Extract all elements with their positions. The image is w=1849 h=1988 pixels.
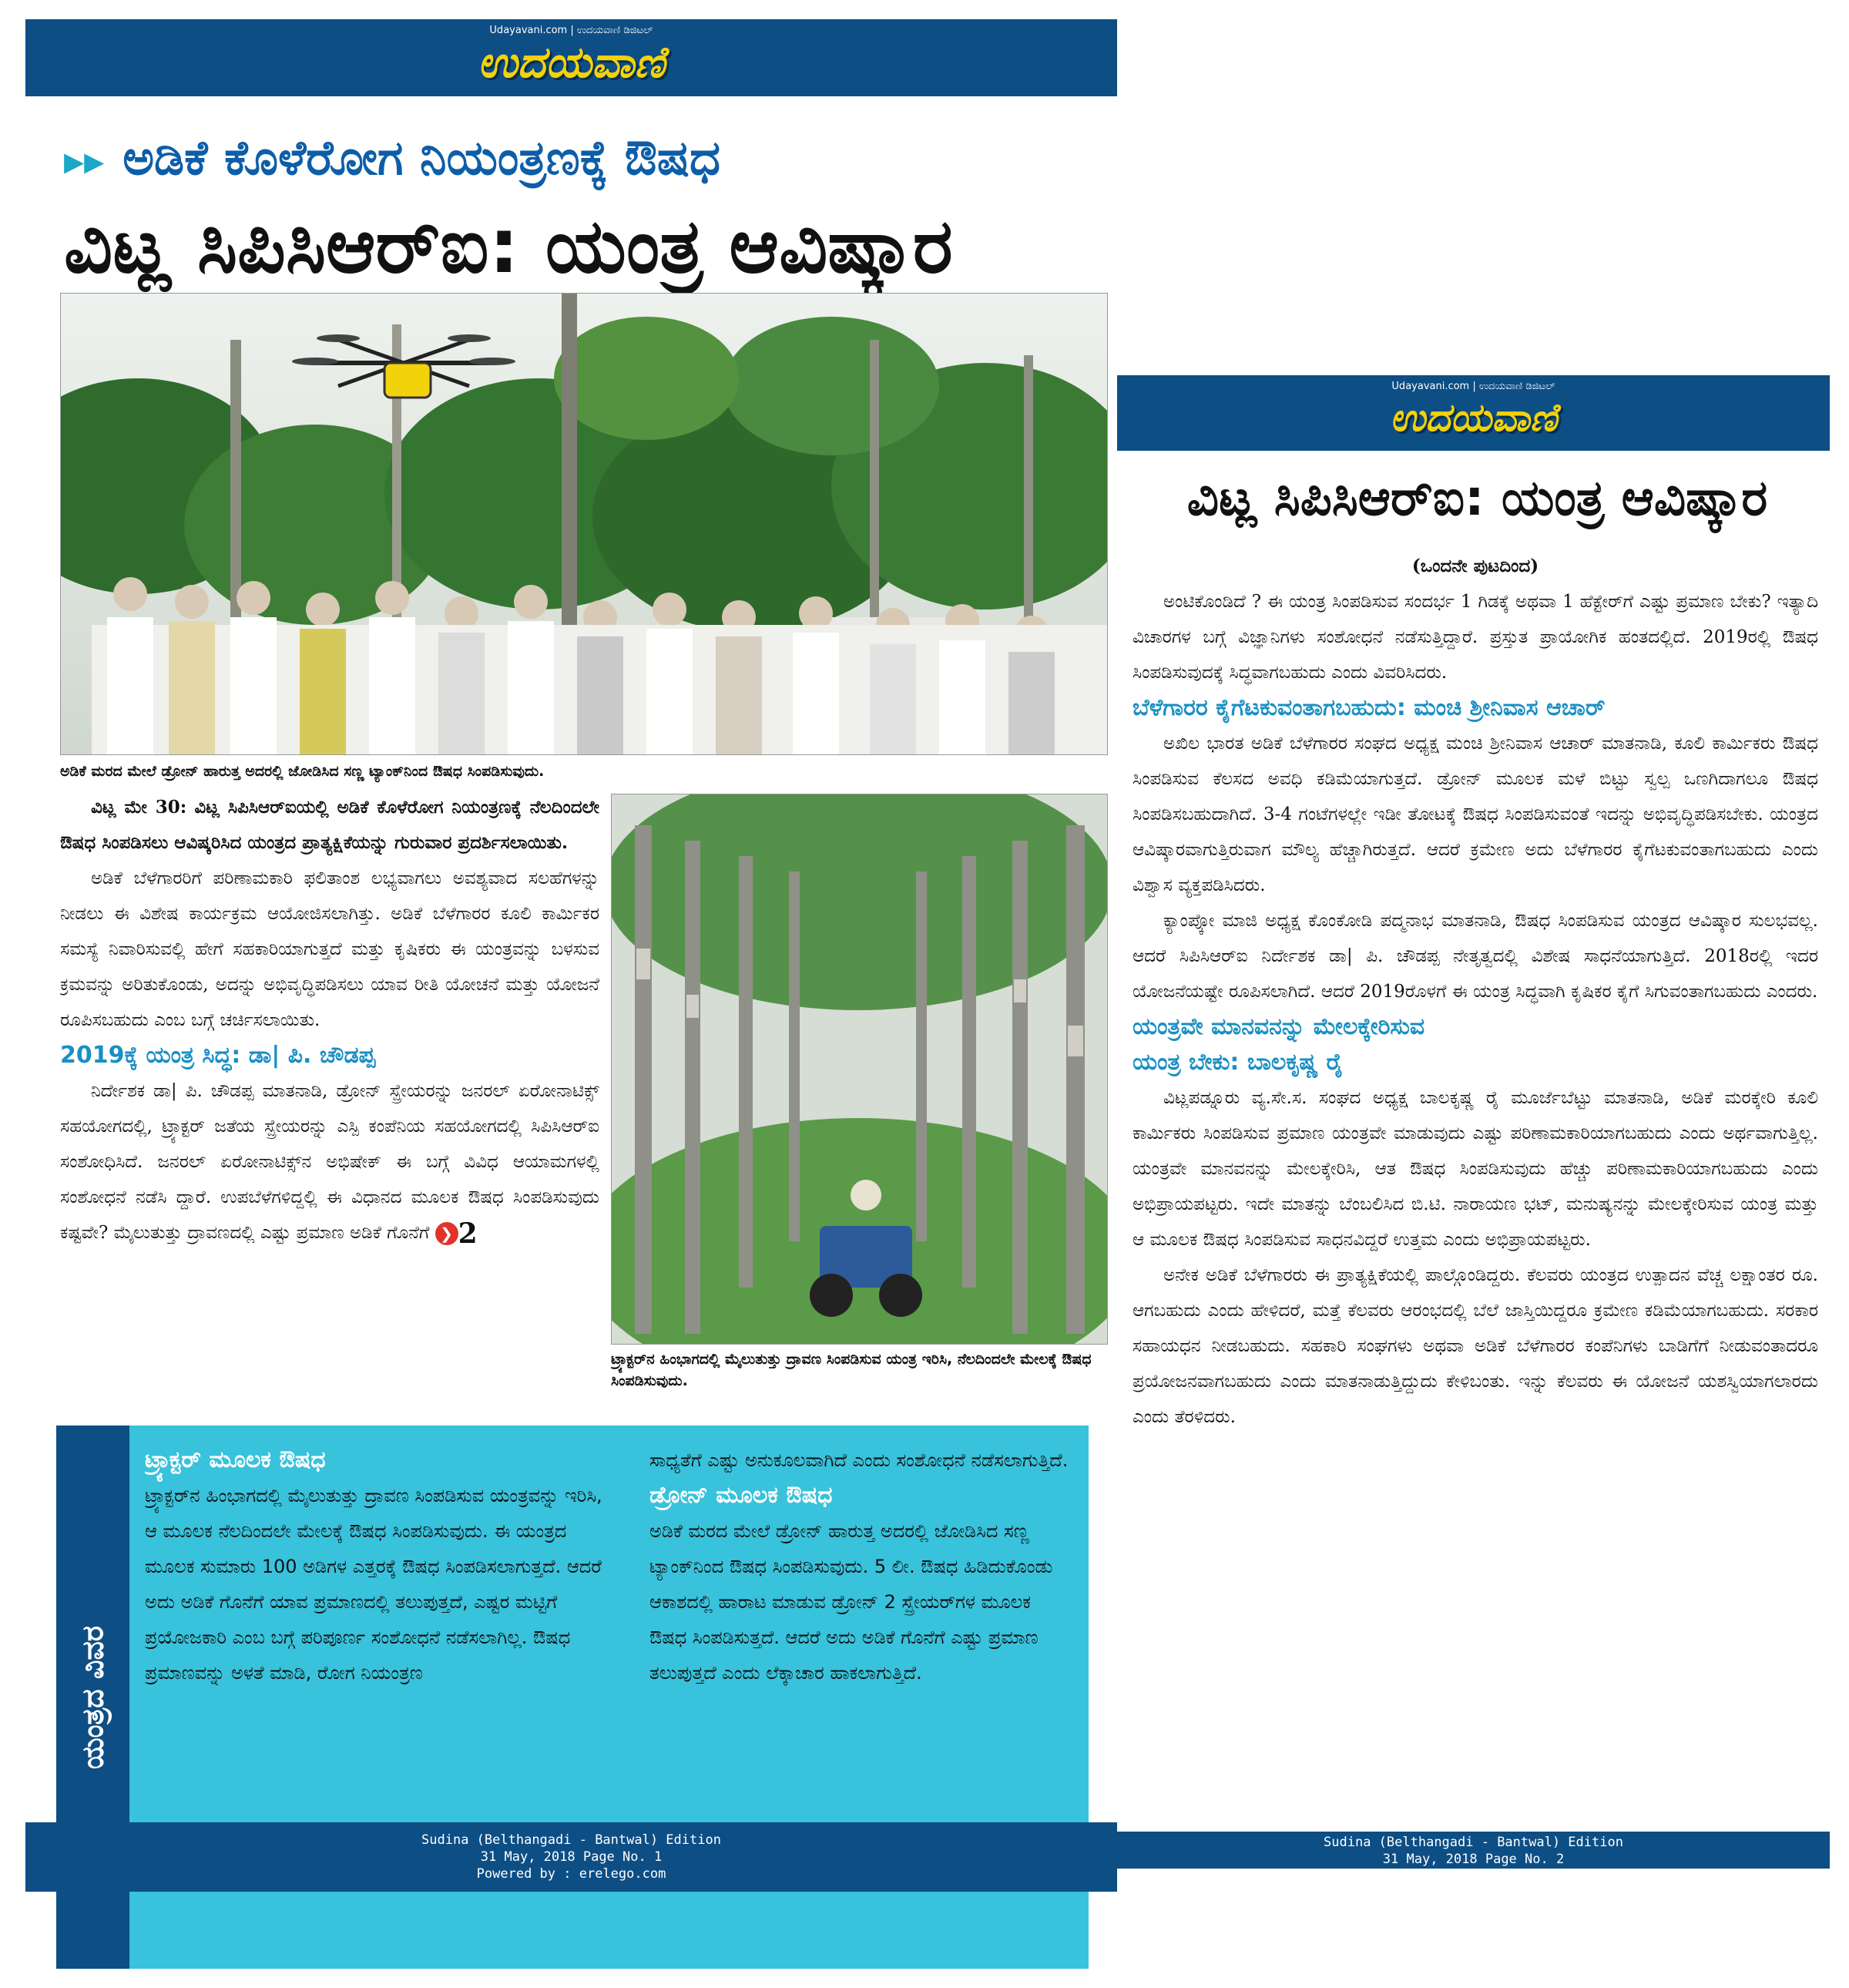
subhead-srinivasa-achar: ಬೆಳೆಗಾರರ ಕೈಗೆಟಕುವಂತಾಗಬಹುದು: ಮಂಚಿ ಶ್ರೀನಿವಾಸ ಆಚಾರ್ [1133,694,1606,721]
subhead-balakrishna-rai-line1: ಯಂತ್ರವೇ ಮಾನವನನ್ನು ಮೇಲಕ್ಕೇರಿಸುವ [1133,1013,1425,1040]
page-footer [25,1822,1117,1892]
drone-demo-photo [60,293,1108,755]
paragraph-continued [60,1073,599,1251]
subhead-balakrishna-rai-line2: ಯಂತ್ರ ಬೇಕು: ಬಾಲಕೃಷ್ಣ ರೈ [1133,1049,1344,1076]
footer-date-page: 31 May, 2018 Page No. 2 [1382,1852,1565,1867]
lead-paragraph [60,790,599,861]
continued-from-label: (ಒಂದನೇ ಪುಟದಿಂದ) [1411,556,1539,576]
paragraph: ಅಖಿಲ ಭಾರತ ಅಡಿಕೆ ಬೆಳೆಗಾರರ ಸಂಘದ ಅಧ್ಯಕ್ಷ ಮಂಚಿ ಶ್ರೀನಿವಾಸ ಆಚಾರ್ ಮಾತನಾಡಿ, ಕೂಲಿ ಕಾರ್ಮಿಕರು ಔಷಧ ಸಿಂಪಡಿಸುವ ಕೆಲಸದ ಅವಧಿ ಕಡಿಮೆಯಾಗುತ್ತದೆ. ಡ್ರೋನ್ ಮೂಲಕ ಮಳೆ ಬಿಟ್ಟು ಸ್ವಲ್ಪ ಒಣಗಿದಾಗಲೂ ಔಷಧ ಸಿಂಪಡಿಸಬಹುದಾಗಿದೆ. 3-4 ಗಂಟೆಗಳಲ್ಲೇ ಇಡೀ ತೋಟಕ್ಕೆ ಔಷಧ ಸಿಂಪಡಿಸುವಂತೆ ಇದನ್ನು ಅಭಿವೃದ್ಧಿಪಡಿಸಬೇಕು. ಯಂತ್ರದ ಆವಿಷ್ಕಾರವಾಗುತ್ತಿರುವಾಗ ಮೌಲ್ಯ ಹೆಚ್ಚಾಗಿರುತ್ತದೆ. ಆದರೆ ಕ್ರಮೇಣ ಅದು ಬೆಳೆಗಾರರ ಕೈಗೆಟಕುವಂತಾಗಬಹುದು ಎಂದು ವಿಶ್ವಾಸ ವ್ಯಕ್ತಪಡಿಸಿದರು. [1133,734,1818,895]
tractor-photo-caption: ಟ್ರ್ಯಾಕ್ಟರ್‌ನ ಹಿಂಭಾಗದಲ್ಲಿ ಮೈಲುತುತ್ತು ದ್ರಾವಣ ಸಿಂಪಡಿಸುವ ಯಂತ್ರ ಇರಿಸಿ, ನೆಲದಿಂದಲೇ ಮೇಲಕ್ಕೆ ಔಷಧ ಸಿಂಪಡಿಸುವುದು. [611,1351,1092,1389]
masthead [25,19,1117,96]
factbox-text: ಟ್ರ್ಯಾಕ್ಟರ್‌ನ ಹಿಂಭಾಗದಲ್ಲಿ ಮೈಲುತುತ್ತು ದ್ರಾವಣ ಸಿಂಪಡಿಸುವ ಯಂತ್ರವನ್ನು ಇರಿಸಿ, ಆ ಮೂಲಕ ನೆಲದಿಂದಲೇ ಮೇಲಕ್ಕೆ ಔಷಧ ಸಿಂಪಡಿಸುವುದು. ಈ ಯಂತ್ರದ ಮೂಲಕ ಸುಮಾರು 100 ಅಡಿಗಳ ಎತ್ತರಕ್ಕೆ ಔಷಧ ಸಿಂಪಡಿಸಲಾಗುತ್ತದೆ. ಆದರೆ ಅದು ಅಡಿಕೆ ಗೊನೆಗೆ ಯಾವ ಪ್ರಮಾಣದಲ್ಲಿ ತಲುಪುತ್ತದೆ, ಎಷ್ಟರ ಮಟ್ಟಿಗೆ ಪ್ರಯೋಜಕಾರಿ ಎಂಬ ಬಗ್ಗೆ ಪರಿಪೂರ್ಣ ಸಂಶೋಧನೆ ನಡೆಸಲಾಗಿಲ್ಲ. ಔಷಧ ಪ್ರಮಾಣವನ್ನು ಅಳತೆ ಮಾಡಿ, ರೋಗ ನಿಯಂತ್ರಣ [145,1485,602,1684]
article-body-page2 [1133,549,1818,1789]
subhead-choudappa: 2019ಕ್ಕೆ ಯಂತ್ರ ಸಿದ್ಧ: ಡಾ| ಪಿ. ಚೌಡಪ್ಪ [60,1042,376,1069]
double-chevron-right-icon: ▸▸ [64,138,105,184]
headline-page2: ವಿಟ್ಲ ಸಿಪಿಸಿಆರ್‌ಐ: ಯಂತ್ರ ಆವಿಷ್ಕಾರ [1186,470,1768,527]
dateline: ವಿಟ್ಲ ಮೇ 30: [91,797,187,818]
footer-edition: Sudina (Belthangadi - Bantwal) Edition [1324,1835,1623,1850]
newspaper-page-1 [25,19,1117,1892]
paragraph: ವಿಟ್ಲಪಡ್ನೂರು ವ್ಯ.ಸೇ.ಸ. ಸಂಘದ ಅಧ್ಯಕ್ಷ ಬಾಲಕೃಷ್ಣ ರೈ ಮೂರ್ಜೆಬೆಟ್ಟು ಮಾತನಾಡಿ, ಅಡಿಕೆ ಮರಕ್ಕೇರಿ ಕೂಲಿ ಕಾರ್ಮಿಕರು ಸಿಂಪಡಿಸುವ ಪ್ರಮಾಣ ಯಂತ್ರವೇ ಮಾಡುವುದು ಎಷ್ಟು ಪರಿಣಾಮಕಾರಿಯಾಗಬಹುದು ಎಂದು ಅರ್ಥವಾಗುತ್ತಿಲ್ಲ. ಯಂತ್ರವೇ ಮಾನವನನ್ನು ಮೇಲಕ್ಕೇರಿಸಿ, ಆತ ಔಷಧ ಸಿಂಪಡಿಸುವುದು ಹೆಚ್ಚು ಪರಿಣಾಮಕಾರಿಯಾಗಬಹುದು ಎಂದು ಅಭಿಪ್ರಾಯಪಟ್ಟರು. ಇದೇ ಮಾತನ್ನು ಬೆಂಬಲಿಸಿದ ಬಿ.ಟಿ. ನಾರಾಯಣ ಭಟ್, ಮನುಷ್ಯನನ್ನು ಮೇಲಕ್ಕೇರಿಸುವ ಯಂತ್ರ ಮತ್ತು ಆ ಮೂಲಕ ಔಷಧ ಸಿಂಪಡಿಸುವ ಸಾಧನವಿದ್ದರೆ ಉತ್ತಮ ಎಂದು ಅಭಿಪ್ರಾಯಪಟ್ಟರು. [1133,1088,1818,1250]
footer-powered-by: Powered by : erelego.com [476,1866,666,1882]
paragraph: ಅನೇಕ ಅಡಿಕೆ ಬೆಳೆಗಾರರು ಈ ಪ್ರಾತ್ಯಕ್ಷಿಕೆಯಲ್ಲಿ ಪಾಲ್ಗೊಂಡಿದ್ದರು. ಕೆಲವರು ಯಂತ್ರದ ಉತ್ಪಾದನ ವೆಚ್ಚ ಲಕ್ಷಾಂತರ ರೂ. ಆಗಬಹುದು ಎಂದು ಹೇಳಿದರೆ, ಮತ್ತೆ ಕೆಲವರು ಆರಂಭದಲ್ಲಿ ಬೆಲೆ ಜಾಸ್ತಿಯಿದ್ದರೂ ಕ್ರಮೇಣ ಕಡಿಮೆಯಾಗಬಹುದು. ಸರಕಾರ ಸಹಾಯಧನ ನೀಡಬಹುದು. ಸಹಕಾರಿ ಸಂಘಗಳು ಅಥವಾ ಅಡಿಕೆ ಬೆಳೆಗಾರರ ಕಂಪೆನಿಗಳು ಬಾಡಿಗೆಗೆ ನೀಡುವಂತಾದರೂ ಪ್ರಯೋಜನವಾಗಬಹುದು ಎಂದು ಮಾತನಾಡುತ್ತಿದ್ದುದು ಕೇಳಿಬಂತು. ಇನ್ನು ಕೆಲವರು ಈ ಯೋಜನೆ ಯಶಸ್ವಿಯಾಗಲಾರದು ಎಂದು ತೆರಳಿದರು. [1133,1265,1818,1427]
lead-text: ವಿಟ್ಲ ಸಿಪಿಸಿಆರ್‌ಐಯಲ್ಲಿ ಅಡಿಕೆ ಕೊಳೆರೋಗ ನಿಯಂತ್ರಣಕ್ಕೆ ನೆಲದಿಂದಲೇ ಔಷಧ ಸಿಂಪಡಿಸಲು ಆವಿಷ್ಕರಿಸಿದ ಯಂತ್ರದ ಪ್ರಾತ್ಯಕ್ಷಿಕೆಯನ್ನು ಗುರುವಾರ ಪ್ರದರ್ಶಿಸಲಾಯಿತು. [60,797,599,853]
footer-edition: Sudina (Belthangadi - Bantwal) Edition [421,1832,721,1848]
main-headline: ವಿಟ್ಲ ಸಿಪಿಸಿಆರ್‌ಐ: ಯಂತ್ರ ಆವಿಷ್ಕಾರ [64,203,953,290]
factbox-side-text: ಯಂತ್ರದ ವಿವರ [76,1625,109,1769]
kicker-text: ಅಡಿಕೆ ಕೊಳೆರೋಗ ನಿಯಂತ್ರಣಕ್ಕೆ ಔಷಧ [122,129,721,186]
drone-demo-illustration [61,294,1108,755]
factbox-heading-tractor: ಟ್ರ್ಯಾಕ್ಟರ್ ಮೂಲಕ ಔಷಧ [145,1446,326,1473]
page-footer [1117,1832,1830,1869]
masthead-site: Udayavani.com | ಉದಯವಾಣಿ ಡಿಜಿಟಲ್ [1391,381,1555,392]
masthead-site: Udayavani.com | ಉದಯವಾಣಿ ಡಿಜಿಟಲ್ [489,25,653,36]
article-body-page1 [60,790,599,1422]
paragraph: ಅಡಿಕೆ ಬೆಳೆಗಾರರಿಗೆ ಪರಿಣಾಮಕಾರಿ ಫಲಿತಾಂಶ ಲಭ್ಯವಾಗಲು ಅವಶ್ಯವಾದ ಸಲಹೆಗಳನ್ನು ನೀಡಲು ಈ ವಿಶೇಷ ಕಾರ್ಯಕ್ರಮ ಆಯೋಜಿಸಲಾಗಿತ್ತು. ಅಡಿಕೆ ಬೆಳೆಗಾರರ ಕೂಲಿ ಕಾರ್ಮಿಕರ ಸಮಸ್ಯೆ ನಿವಾರಿಸುವಲ್ಲಿ ಹೇಗೆ ಸಹಕಾರಿಯಾಗುತ್ತದೆ ಮತ್ತು ಕೃಷಿಕರು ಈ ಯಂತ್ರವನ್ನು ಬಳಸುವ ಕ್ರಮವನ್ನು ಅರಿತುಕೊಂಡು, ಅದನ್ನು ಅಭಿವೃದ್ಧಿಪಡಿಸಲು ಯಾವ ರೀತಿ ಯೋಚನೆ ಮತ್ತು ಯೋಜನೆ ರೂಪಿಸಬಹುದು ಎಂಬ ಬಗ್ಗೆ ಚರ್ಚಿಸಲಾಯಿತು. [60,868,599,1030]
masthead [1117,375,1830,451]
paragraph: ಅಂಟಿಕೊಂಡಿದೆ ? ಈ ಯಂತ್ರ ಸಿಂಪಡಿಸುವ ಸಂದರ್ಭ 1 ಗಿಡಕ್ಕೆ ಅಥವಾ 1 ಹೆಕ್ಟೇರ್‌ಗೆ ಎಷ್ಟು ಪ್ರಮಾಣ ಬೇಕು? ಇತ್ಯಾದಿ ವಿಚಾರಗಳ ಬಗ್ಗೆ ವಿಜ್ಞಾನಿಗಳು ಸಂಶೋಧನೆ ನಡೆಸುತ್ತಿದ್ದಾರೆ. ಪ್ರಸ್ತುತ ಪ್ರಾಯೋಗಿಕ ಹಂತದಲ್ಲಿದೆ. 2019ರಲ್ಲಿ ಔಷಧ ಸಿಂಪಡಿಸುವುದಕ್ಕೆ ಸಿದ್ಧವಾಗಬಹುದು ಎಂದು ವಿವರಿಸಿದರು. [1133,592,1818,683]
continue-page-number: 2 [458,1217,478,1250]
factbox-text: ಅಡಿಕೆ ಮರದ ಮೇಲೆ ಡ್ರೋನ್ ಹಾರುತ್ತ ಅದರಲ್ಲಿ ಜೋಡಿಸಿದ ಸಣ್ಣ ಟ್ಯಾಂಕ್‌ನಿಂದ ಔಷಧ ಸಿಂಪಡಿಸುವುದು. 5 ಲೀ. ಔಷಧ ಹಿಡಿದುಕೊಂಡು ಆಕಾಶದಲ್ಲಿ ಹಾರಾಟ ಮಾಡುವ ಡ್ರೋನ್ 2 ಸ್ಪ್ರೇಯರ್‌ಗಳ ಮೂಲಕ ಔಷಧ ಸಿಂಪಡಿಸುತ್ತದೆ. ಆದರೆ ಅದು ಅಡಿಕೆ ಗೊನೆಗೆ ಎಷ್ಟು ಪ್ರಮಾಣ ತಲುಪುತ್ತದೆ ಎಂದು ಲೆಕ್ಕಾಚಾರ ಹಾಕಲಾಗುತ್ತಿದೆ. [649,1520,1053,1684]
drone-photo-caption: ಅಡಿಕೆ ಮರದ ಮೇಲೆ ಡ್ರೋನ್ ಹಾರುತ್ತ ಅದರಲ್ಲಿ ಜೋಡಿಸಿದ ಸಣ್ಣ ಟ್ಯಾಂಕ್‌ನಿಂದ ಔಷಧ ಸಿಂಪಡಿಸುವುದು. [60,763,545,780]
continue-arrow-icon: ❯ [435,1222,458,1245]
paragraph-text: ನಿರ್ದೇಶಕ ಡಾ| ಪಿ. ಚೌಡಪ್ಪ ಮಾತನಾಡಿ, ಡ್ರೋನ್ ಸ್ಪ್ರೇಯರನ್ನು ಜನರಲ್ ಏರೋನಾಟಿಕ್ಸ್ ಸಹಯೋಗದಲ್ಲಿ, ಟ್ರ್ಯಾಕ್ಟರ್ ಜತೆಯ ಸ್ಪ್ರೇಯರನ್ನು ಎಸ್ಪಿ ಕಂಪೆನಿಯ ಸಹಯೋಗದಲ್ಲಿ ಸಿಪಿಸಿಆರ್‌ಐ ಸಂಶೋಧಿಸಿದೆ. ಜನರಲ್ ಏರೋನಾಟಿಕ್ಸ್‌ನ ಅಭಿಷೇಕ್ ಈ ಬಗ್ಗೆ ವಿವಿಧ ಆಯಾಮಗಳಲ್ಲಿ ಸಂಶೋಧನೆ ನಡೆಸಿ ದ್ದಾರೆ. ಉಪಬೆಳೆಗಳಿದ್ದಲ್ಲಿ ಈ ವಿಧಾನದ ಮೂಲಕ ಔಷಧ ಸಿಂಪಡಿಸುವುದು ಕಷ್ಟವೇ? ಮೈಲುತುತ್ತು ದ್ರಾವಣದಲ್ಲಿ ಎಷ್ಟು ಪ್ರಮಾಣ ಅಡಿಕೆ ಗೊನೆಗೆ [60,1081,599,1243]
tractor-demo-photo [611,794,1108,1345]
masthead-logo: ಉದಯವಾಣಿ [1389,395,1558,440]
kicker-headline [64,123,1112,193]
newspaper-page-2 [1117,375,1830,1867]
factbox-heading-drone: ಡ್ರೋನ್ ಮೂಲಕ ಔಷಧ [649,1482,833,1509]
tractor-demo-illustration [612,794,1108,1345]
footer-date-page: 31 May, 2018 Page No. 1 [480,1849,663,1865]
masthead-logo: ಉದಯವಾಣಿ [477,38,666,88]
factbox-text: ಸಾಧ್ಯತೆಗೆ ಎಷ್ಟು ಅನುಕೂಲವಾಗಿದೆ ಎಂದು ಸಂಶೋಧನೆ ನಡೆಸಲಾಗುತ್ತಿದೆ. [649,1449,1069,1471]
paragraph: ಕ್ಯಾಂಪ್ಕೋ ಮಾಜಿ ಅಧ್ಯಕ್ಷ ಕೊಂಕೋಡಿ ಪದ್ಮನಾಭ ಮಾತನಾಡಿ, ಔಷಧ ಸಿಂಪಡಿಸುವ ಯಂತ್ರದ ಆವಿಷ್ಕಾರ ಸುಲಭವಲ್ಲ. ಆದರೆ ಸಿಪಿಸಿಆರ್‌ಐ ನಿರ್ದೇಶಕ ಡಾ| ಪಿ. ಚೌಡಪ್ಪ ನೇತೃತ್ವದಲ್ಲಿ ವಿಶೇಷ ಸಾಧನೆಯಾಗುತ್ತಿದೆ. 2018ರಲ್ಲಿ ಇದರ ಯೋಜನೆಯಷ್ಟೇ ರೂಪಿಸಲಾಗಿದೆ. ಆದರೆ 2019ರೊಳಗೆ ಈ ಯಂತ್ರ ಸಿದ್ಧವಾಗಿ ಕೃಷಿಕರ ಕೈಗೆ ಸಿಗುವಂತಾಗಬಹುದು ಎಂದರು. [1133,911,1818,1002]
